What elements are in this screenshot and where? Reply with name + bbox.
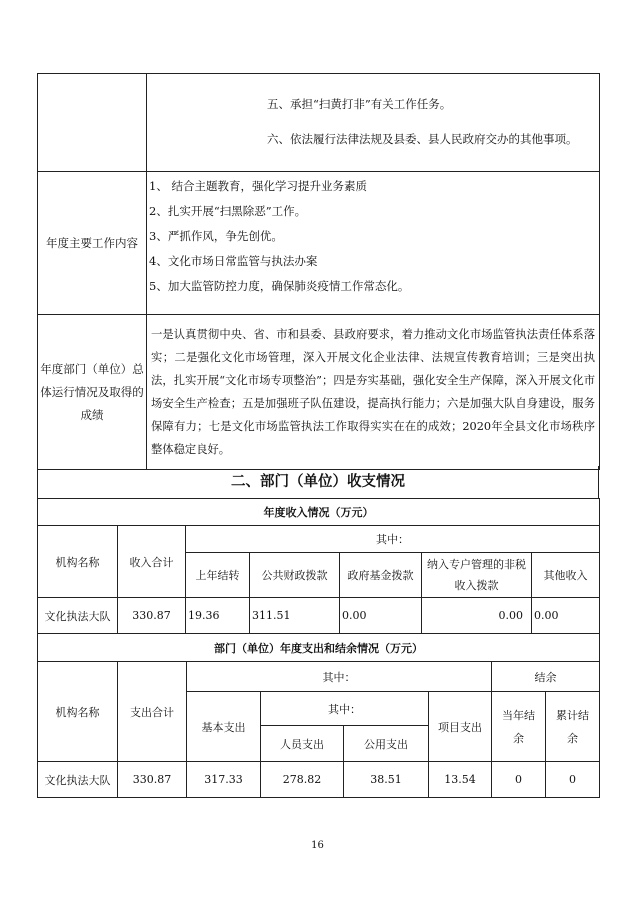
income-cell-fiscal: 311.51 bbox=[250, 598, 340, 634]
main-tasks-row bbox=[38, 172, 600, 315]
income-header-other: 其他收入 bbox=[532, 553, 600, 598]
expense-header-org: 机构名称 bbox=[38, 662, 118, 762]
section-title: 二、部门（单位）收支情况 bbox=[37, 466, 599, 498]
task-item: 4、文化市场日常监管与执法办案 bbox=[149, 254, 318, 268]
expense-header-public: 公用支出 bbox=[344, 726, 429, 762]
duties-label-cell bbox=[38, 74, 147, 172]
duty-line-5: 五、承担“扫黄打非”有关工作任务。 bbox=[267, 97, 452, 111]
achievements-cell bbox=[147, 315, 600, 470]
table-row bbox=[38, 598, 600, 634]
task-item: 5、加大监管防控力度，确保肺炎疫情工作常态化。 bbox=[149, 279, 410, 293]
income-cell-other: 0.00 bbox=[532, 598, 600, 634]
income-cell-total: 330.87 bbox=[118, 598, 186, 634]
expense-header-among: 其中： bbox=[187, 662, 492, 692]
duties-cell bbox=[147, 74, 600, 172]
task-item: 3、严抓作风，争先创优。 bbox=[149, 229, 283, 243]
expense-header-basic: 基本支出 bbox=[187, 692, 261, 762]
income-cell-org: 文化执法大队 bbox=[38, 598, 118, 634]
expense-header-among2: 其中： bbox=[261, 692, 429, 726]
achievements-label: 年度部门（单位）总体运行情况及取得的成绩 bbox=[38, 315, 147, 470]
income-table bbox=[37, 498, 600, 634]
expense-table bbox=[37, 633, 600, 798]
achievements-text: 一是认真贯彻中央、省、市和县委、县政府要求，着力推动文化市场监管执法责任体系落实；二是强化文化市场管理，深入开展文化企业法律、法规宣传教育培训；三是突出执法，扎实开展“文化市场专项整治”；四是夯实基础，强化安全生产保障，深入开展文化市场安全生产检查；五是加强班子队伍建设，提高执行能力；六是加强大队自身建设，服务保障有力；七是文化市场监管执法工作取得实实在在的成效；2020年全县文化市场秩序整体稳定良好。 bbox=[151, 328, 595, 456]
income-header-special: 纳入专户管理的非税收入拨款 bbox=[422, 553, 532, 598]
achievements-row bbox=[38, 315, 600, 470]
expense-cell-personnel: 278.82 bbox=[261, 762, 344, 798]
expense-cell-project: 13.54 bbox=[429, 762, 492, 798]
expense-header-cumulative-balance: 累计结余 bbox=[546, 692, 600, 762]
task-item: 2、扎实开展“扫黑除恶”工作。 bbox=[149, 204, 307, 218]
expense-cell-total: 330.87 bbox=[118, 762, 187, 798]
task-item: 1、 结合主题教育，强化学习提升业务素质 bbox=[149, 179, 367, 193]
income-title: 年度收入情况（万元） bbox=[38, 499, 600, 526]
main-tasks-label: 年度主要工作内容 bbox=[38, 172, 147, 315]
duty-line-6: 六、依法履行法律法规及县委、县人民政府交办的其他事项。 bbox=[267, 132, 578, 146]
income-cell-special: 0.00 bbox=[422, 598, 532, 634]
income-header-total: 收入合计 bbox=[118, 526, 186, 598]
expense-title: 部门（单位）年度支出和结余情况（万元） bbox=[38, 634, 600, 662]
narrative-table bbox=[37, 73, 600, 470]
income-header-fiscal: 公共财政拨款 bbox=[250, 553, 340, 598]
income-header-carryover: 上年结转 bbox=[186, 553, 250, 598]
expense-header-total: 支出合计 bbox=[118, 662, 187, 762]
expense-cell-org: 文化执法大队 bbox=[38, 762, 118, 798]
expense-header-balance: 结余 bbox=[492, 662, 600, 692]
page-number: 16 bbox=[311, 840, 324, 851]
expense-header-current-balance: 当年结余 bbox=[492, 692, 546, 762]
main-tasks-cell bbox=[147, 172, 600, 315]
expense-cell-basic: 317.33 bbox=[187, 762, 261, 798]
income-header-fund: 政府基金拨款 bbox=[340, 553, 422, 598]
income-header-org: 机构名称 bbox=[38, 526, 118, 598]
duties-row bbox=[38, 74, 600, 172]
expense-cell-public: 38.51 bbox=[344, 762, 429, 798]
expense-header-personnel: 人员支出 bbox=[261, 726, 344, 762]
income-cell-fund: 0.00 bbox=[340, 598, 422, 634]
expense-cell-cumulative-balance: 0 bbox=[546, 762, 600, 798]
income-header-among: 其中： bbox=[186, 526, 600, 553]
expense-cell-current-balance: 0 bbox=[492, 762, 546, 798]
expense-header-project: 项目支出 bbox=[429, 692, 492, 762]
income-cell-carryover: 19.36 bbox=[186, 598, 250, 634]
table-row bbox=[38, 762, 600, 798]
